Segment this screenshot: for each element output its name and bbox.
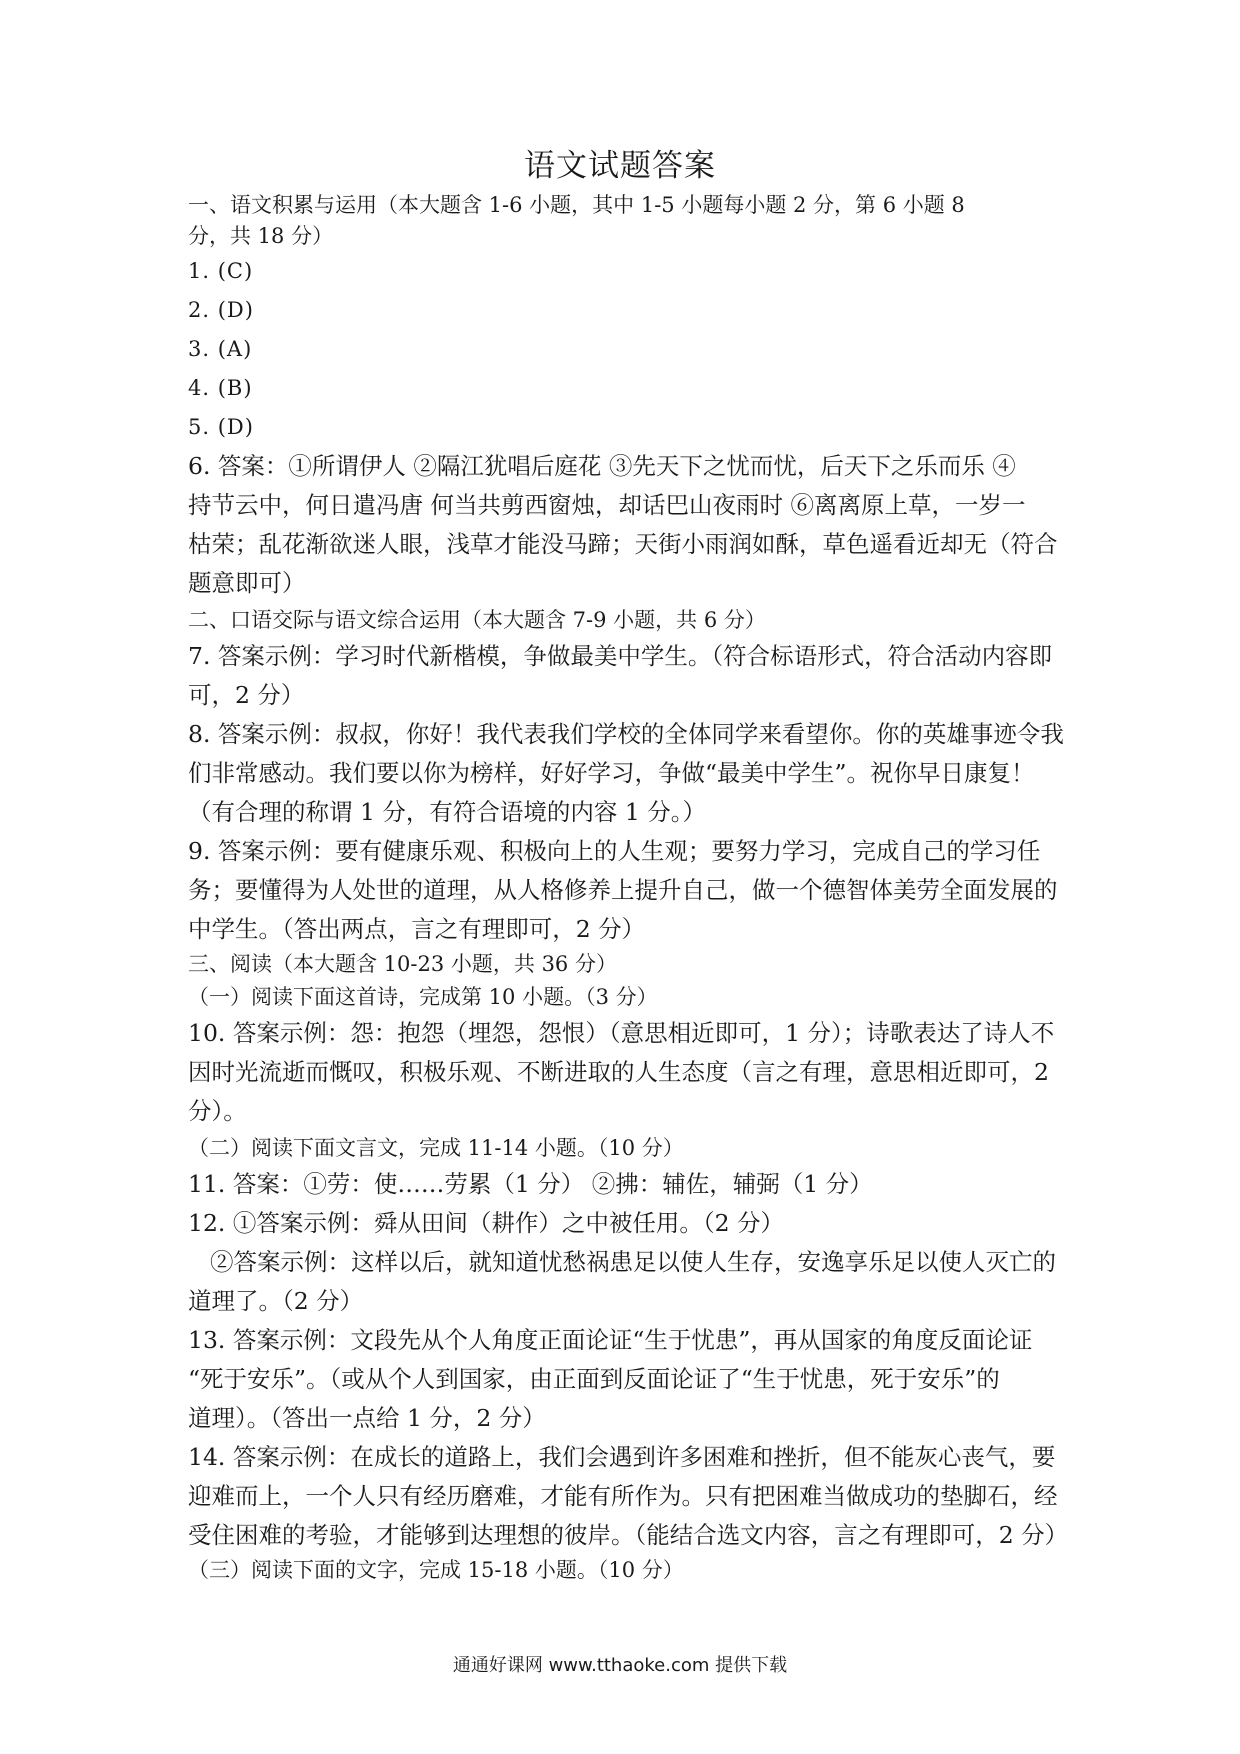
answer-line: 5. (D) (188, 415, 254, 439)
answer-line: 8. 答案示例：叔叔，你好！我代表我们学校的全体同学来看望你。你的英雄事迹令我 (188, 720, 1064, 748)
answer-line: 分，共 18 分） (188, 224, 334, 248)
answer-line: 4. (B) (188, 376, 253, 400)
answer-line: 受住困难的考验，才能够到达理想的彼岸。（能结合选文内容，言之有理即可，2 分） (188, 1521, 1069, 1549)
answer-line: 13. 答案示例：文段先从个人角度正面论证“生于忧患”，再从国家的角度反面论证 (188, 1326, 1033, 1354)
answer-line: “死于安乐”。（或从个人到国家，由正面到反面论证了“生于忧患，死于安乐”的 (188, 1365, 1000, 1393)
answer-content (188, 190, 1068, 1586)
page-title: 语文试题答案 (524, 148, 716, 184)
answer-line: 10. 答案示例：怨：抱怨（埋怨，怨恨）（意思相近即可，1 分）；诗歌表达了诗人不 (188, 1019, 1055, 1047)
answer-line: 枯荣；乱花渐欲迷人眼，浅草才能没马蹄；天街小雨润如酥，草色遥看近却无（符合 (188, 530, 1058, 558)
answer-line: 分）。 (188, 1097, 247, 1125)
answer-line: 们非常感动。我们要以你为榜样，好好学习，争做“最美中学生”。祝你早日康复！ (188, 759, 1035, 787)
answer-line: （三）阅读下面的文字，完成 15-18 小题。（10 分） (188, 1558, 684, 1582)
answer-line: 道理）。（答出一点给 1 分，2 分） (188, 1404, 546, 1432)
answer-line: 2. (D) (188, 298, 254, 322)
answer-line: 12. ①答案示例：舜从田间（耕作）之中被任用。（2 分） (188, 1209, 785, 1237)
answer-line: （有合理的称谓 1 分，有符合语境的内容 1 分。） (188, 798, 707, 826)
answer-line: 11. 答案：①劳：使……劳累（1 分） ②拂：辅佐，辅弼（1 分） (188, 1170, 873, 1198)
answer-line: 6. 答案：①所谓伊人 ②隔江犹唱后庭花 ③先天下之忧而忧，后天下之乐而乐 ④ (188, 452, 1016, 480)
answer-line: 二、口语交际与语文综合运用（本大题含 7-9 小题，共 6 分） (188, 608, 766, 632)
answer-line: 中学生。（答出两点，言之有理即可，2 分） (188, 915, 646, 943)
answer-line: 1. (C) (188, 259, 254, 283)
answer-line: 务；要懂得为人处世的道理，从人格修养上提升自己，做一个德智体美劳全面发展的 (188, 876, 1058, 904)
answer-line: 9. 答案示例：要有健康乐观、积极向上的人生观；要努力学习，完成自己的学习任 (188, 837, 1041, 865)
answer-line: 14. 答案示例：在成长的道路上，我们会遇到许多困难和挫折，但不能灰心丧气，要 (188, 1443, 1056, 1471)
answer-line: ②答案示例：这样以后，就知道忧愁祸患足以使人生存，安逸享乐足以使人灭亡的 (210, 1248, 1056, 1276)
answer-line: 三、阅读（本大题含 10-23 小题，共 36 分） (188, 952, 617, 976)
answer-line: 因时光流逝而慨叹，积极乐观、不断进取的人生态度（言之有理，意思相近即可，2 (188, 1058, 1049, 1086)
answer-line: 持节云中，何日遣冯唐 何当共剪西窗烛，却话巴山夜雨时 ⑥离离原上草，一岁一 (188, 491, 1026, 519)
footer-source-note: 通通好课网 www.tthaoke.com 提供下载 (452, 1655, 788, 1676)
answer-line: 题意即可） (188, 569, 306, 597)
answer-line: 3. (A) (188, 337, 253, 361)
answer-line: （一）阅读下面这首诗，完成第 10 小题。（3 分） (188, 985, 658, 1009)
answer-line: 一、语文积累与运用（本大题含 1-6 小题，其中 1-5 小题每小题 2 分，第 6 小题 8 (188, 193, 965, 217)
answer-line: 迎难而上，一个人只有经历磨难，才能有所作为。只有把困难当做成功的垫脚石，经 (188, 1482, 1058, 1510)
answer-line: 可，2 分） (188, 681, 305, 709)
answer-line: 道理了。（2 分） (188, 1287, 364, 1315)
answer-line: 7. 答案示例：学习时代新楷模，争做最美中学生。（符合标语形式，符合活动内容即 (188, 642, 1053, 670)
answer-line: （二）阅读下面文言文，完成 11-14 小题。（10 分） (188, 1136, 684, 1160)
